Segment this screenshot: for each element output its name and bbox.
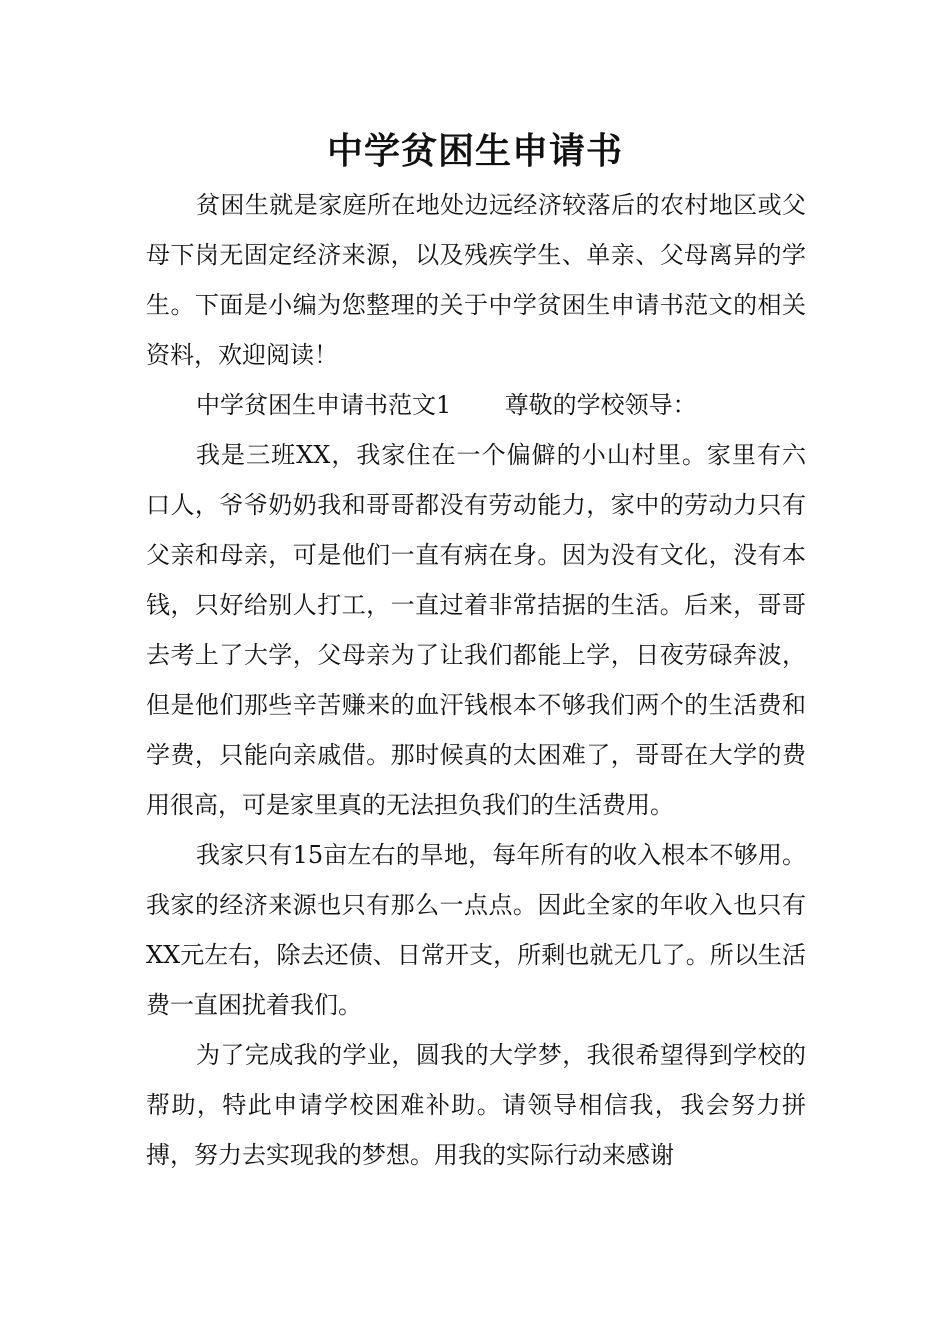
body-paragraph-3: 为了完成我的学业，圆我的大学梦，我很希望得到学校的帮助，特此申请学校困难补助。请领导相信我，我会努力拼搏，努力去实现我的梦想。用我的实际行动来感谢 [146, 1041, 806, 1169]
body-paragraph-2: 我家只有15亩左右的旱地，每年所有的收入根本不够用。我家的经济来源也只有那么一点点。因此全家的年收入也只有XX元左右，除去还债、日常开支，所剩也就无几了。所以生活费一直困扰着我们。 [146, 841, 806, 1019]
document-body [146, 180, 806, 1180]
salutation: 尊敬的学校领导： [504, 391, 697, 419]
body-paragraph-1: 我是三班XX，我家住在一个偏僻的小山村里。家里有六口人，爷爷奶奶我和哥哥都没有劳动能力，家中的劳动力只有父亲和母亲，可是他们一直有病在身。因为没有文化，没有本钱，只好给别人打工，一直过着非常拮据的生活。后来，哥哥去考上了大学，父母亲为了让我们都能上学，日夜劳碌奔波，但是他们那些辛苦赚来的血汗钱根本不够我们两个的生活费和学费，只能向亲戚借。那时候真的太困难了，哥哥在大学的费用很高，可是家里真的无法担负我们的生活费用。 [146, 441, 806, 819]
sample-heading: 中学贫困生申请书范文1 [196, 391, 452, 419]
sample-heading-line [146, 380, 806, 430]
intro-paragraph: 贫困生就是家庭所在地处边远经济较落后的农村地区或父母下岗无固定经济来源，以及残疾学生、单亲、父母离异的学生。下面是小编为您整理的关于中学贫困生申请书范文的相关资料，欢迎阅读！ [146, 191, 806, 369]
document-title: 中学贫困生申请书 [326, 131, 623, 172]
